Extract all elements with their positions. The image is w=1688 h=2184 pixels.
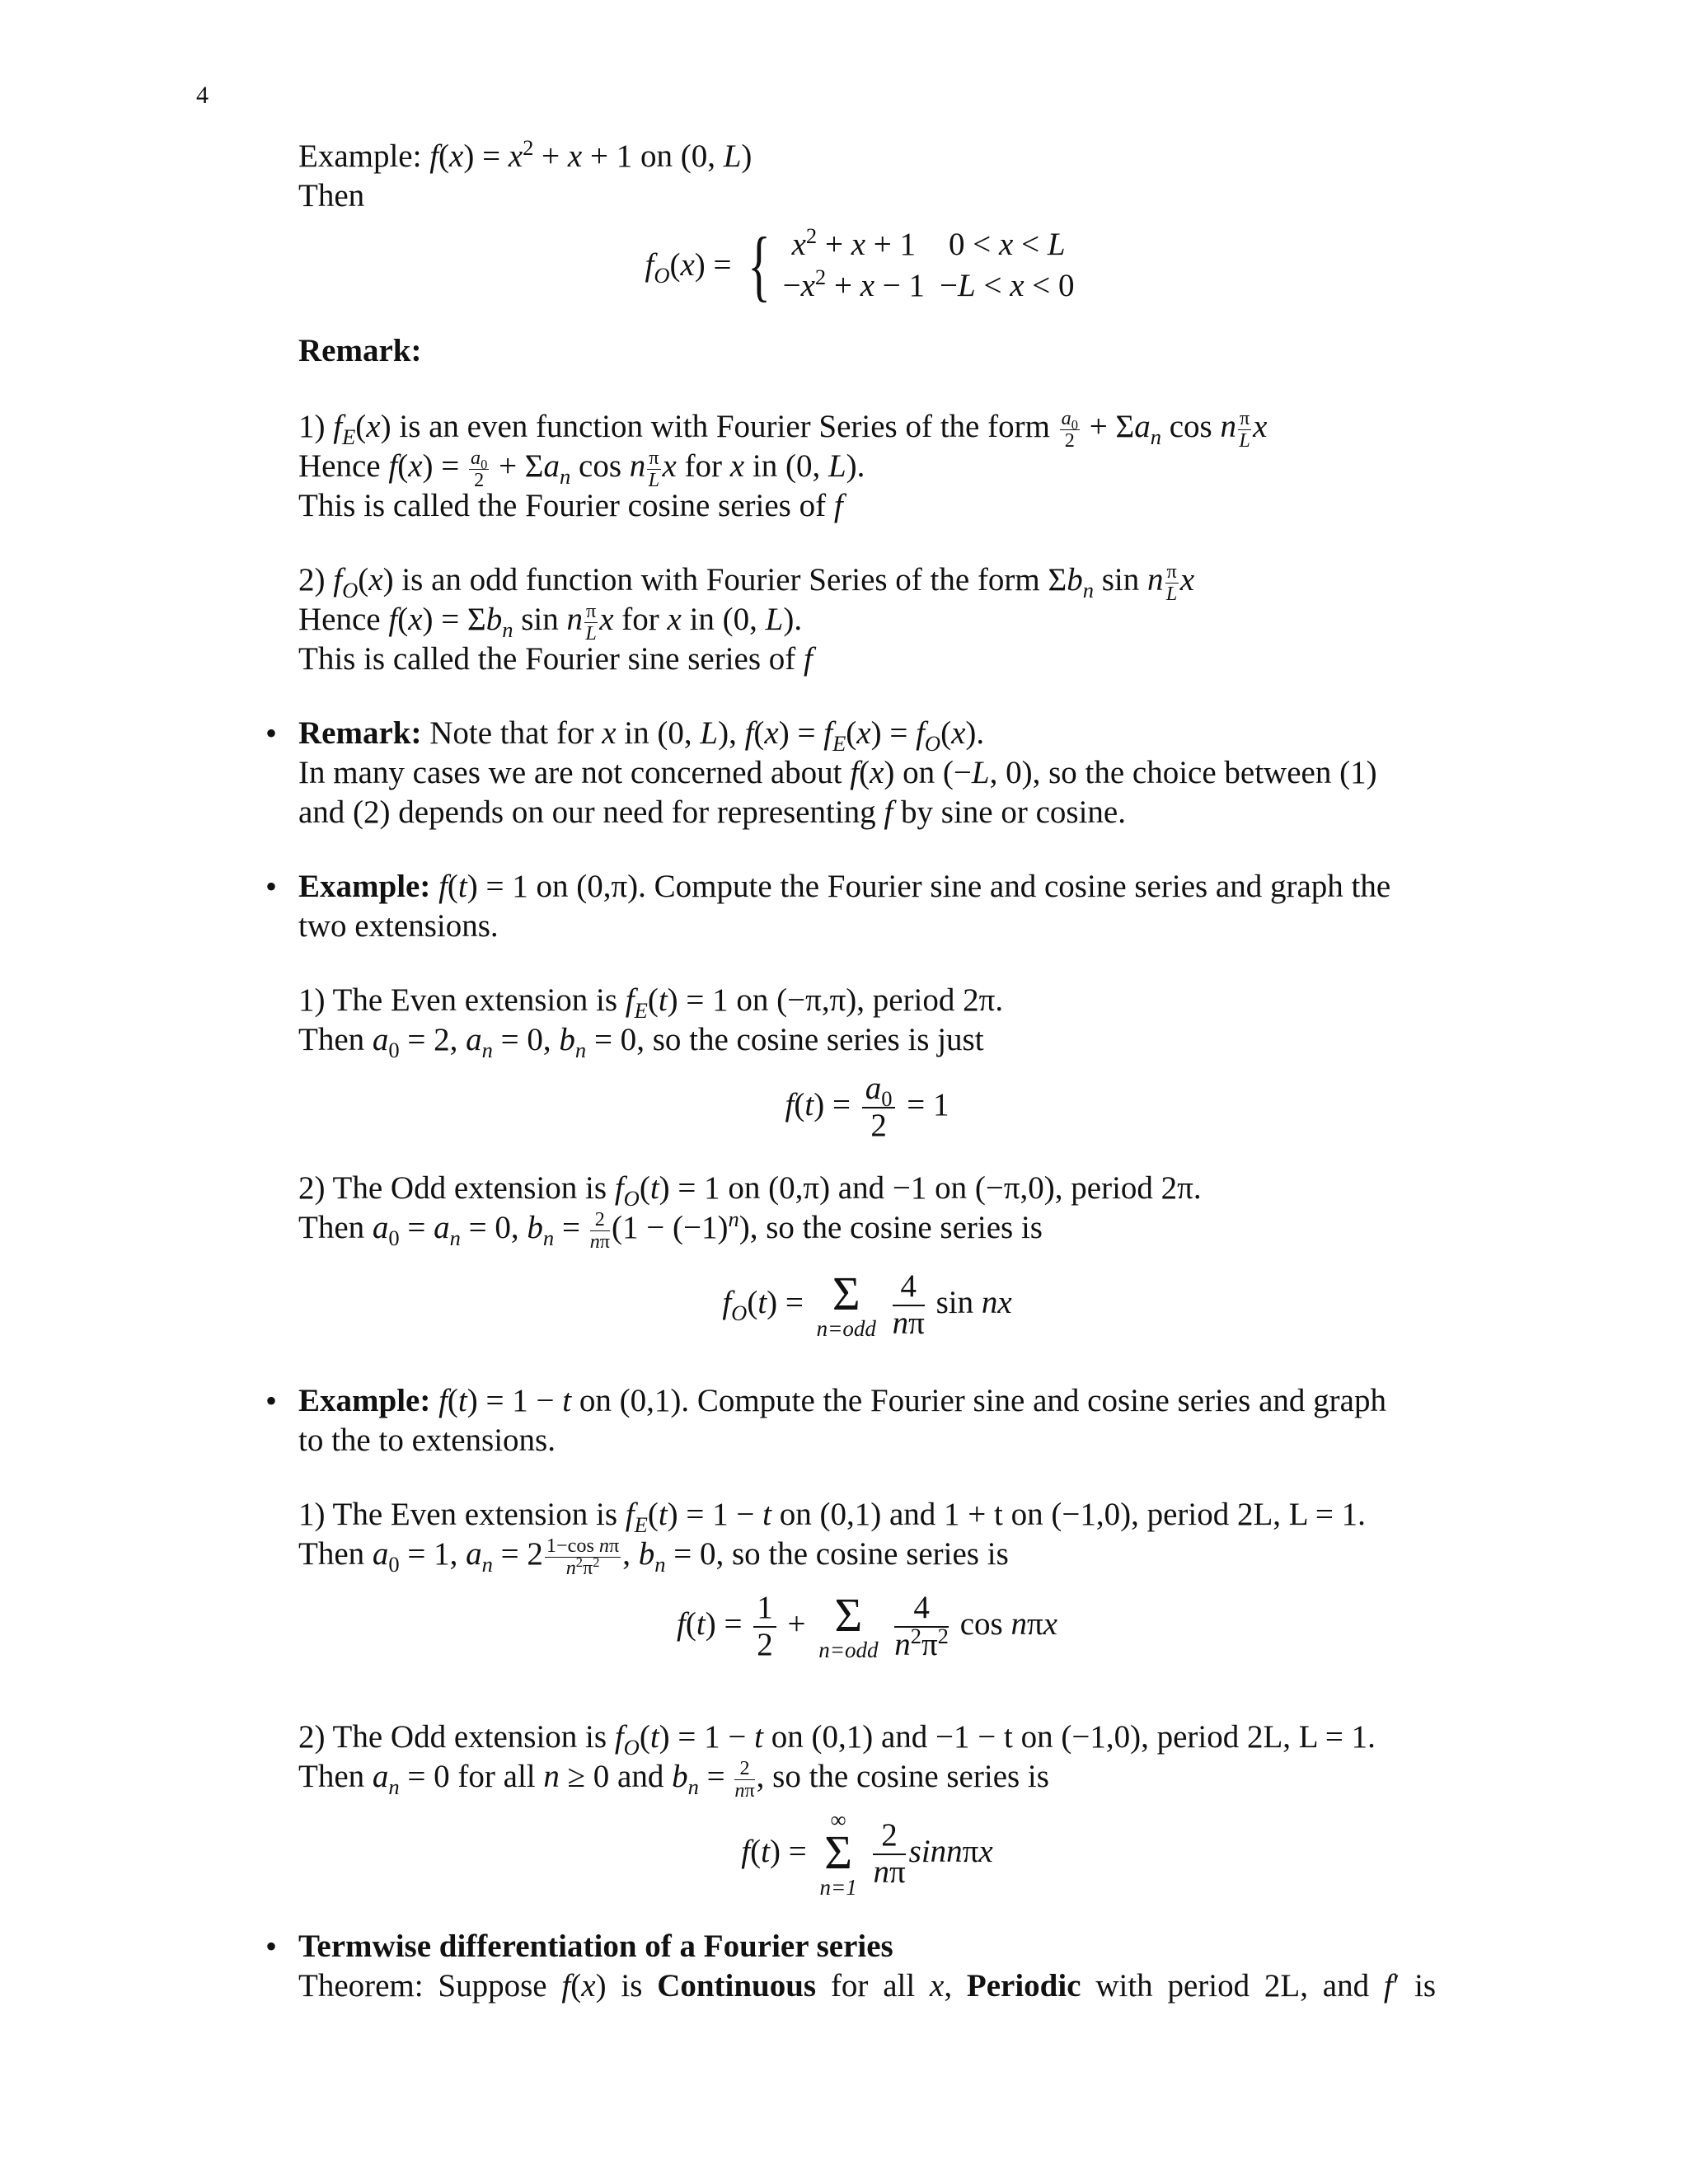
remark-1-line-1: 1) $f_E(x)$ is an even function with Fourier Series of the form $\frac{a_0}{2}$ + $\Sigma a_n$ cos n $\frac{\pi}{L}$ x [298, 407, 1268, 452]
theorem-line: Theorem: Suppose f(x) is Continuous for all x, Periodic with period 2L, and f′ is [298, 1968, 1437, 2004]
example-1-odd-line-2: Then $a_0 = a_n = 0$, $b_n$ = $\frac{2}{n\pi}$ $(1 - (-1)^n)$, so the cosine series is [298, 1207, 1043, 1253]
remark-1-line-3: This is called the Fourier cosine series of f [298, 488, 843, 523]
bullet-1: • [265, 715, 278, 752]
bullet-remark-line-1: Remark: Note that for x in (0, L), $f(x) = f_E(x) = f_O(x)$. [298, 715, 985, 756]
remark-2-line-3: This is called the Fourier sine series of f [298, 641, 813, 677]
odd-extension-definition: $f_O(x)$ = { $x^2 + x + 1$ 0 < x < L $-x^2 + x - 1$ −L < x < 0 [645, 221, 1075, 309]
example-label: Example: [298, 138, 430, 174]
example-2-line-2: to the to extensions. [298, 1422, 556, 1458]
example-1-even-line-2: Then $a_0 = 2$, $a_n = 0$, $b_n = 0$, so the cosine series is just [298, 1022, 984, 1062]
bullet-4: • [265, 1928, 278, 1965]
bullet-3: • [265, 1382, 278, 1419]
example-1-odd-line-1: 2) The Odd extension is $f_O(t) = 1$ on (0,π) and −1 on (−π,0), period 2π. [298, 1170, 1202, 1211]
remark-2-line-2: Hence $f(x) = \Sigma b_n$ sin n $\frac{\pi}{L}$ x for x in (0, L). [298, 600, 803, 644]
example-1-even-line-1: 1) The Even extension is $f_E(t) = 1$ on (−π,π), period 2π. [298, 982, 1004, 1023]
example-1-cosine-series: f(t) = $\frac{a_0}{2}$ = 1 [785, 1071, 950, 1143]
termwise-heading: Termwise differentiation of a Fourier series [298, 1929, 893, 1964]
page-number: 4 [196, 82, 209, 109]
example-1-line-2: two extensions. [298, 908, 499, 944]
remark-1-line-2: Hence f(x) = $\frac{a_0}{2}$ + $\Sigma a_n$ cos n $\frac{\pi}{L}$ x for x in (0, L). [298, 447, 865, 491]
example-2-odd-line-1: 2) The Odd extension is $f_O(t) = 1 - t$ on (0,1) and −1 − t on (−1,0), period 2L, L = 1. [298, 1719, 1376, 1760]
bullet-remark-line-3: and (2) depends on our need for representing f by sine or cosine. [298, 794, 1126, 830]
example-2-odd-line-2: Then $a_n = 0$ for all n ≥ 0 and $b_n$ = $\frac{2}{n\pi}$ , so the cosine series is [298, 1757, 1049, 1802]
example-1-sine-series: $f_O(t)$ = Σ n=odd $\frac{4}{n\pi}$ sin nx [722, 1266, 1012, 1341]
remark-2-line-1: 2) $f_O(x)$ is an odd function with Fourier Series of the form $\Sigma b_n$ sin n $\frac{\pi}{L}$ x [298, 560, 1195, 605]
bullet-2: • [265, 868, 278, 905]
remark-heading: Remark: [298, 333, 422, 368]
example-2-line-1: Example: f(t) = 1 − t on (0,1). Compute the Fourier sine and cosine series and graph [298, 1383, 1386, 1418]
then-line: Then [298, 178, 365, 213]
bullet-remark-line-2: In many cases we are not concerned about f(x) on (−L, 0), so the choice between (1) [298, 755, 1377, 790]
example-2-even-line-1: 1) The Even extension is $f_E(t) = 1 - t$ on (0,1) and 1 + t on (−1,0), period 2L, L = 1. [298, 1497, 1366, 1537]
example-2-cosine-series: f(t) = $\frac{1}{2}$ + Σ n=odd $\frac{4}{n^2\pi^2}$ cos nπx [677, 1587, 1057, 1662]
example-2-sine-series: f(t) = ∞ Σ n=1 $\frac{2}{n\pi}$ sinnπx [741, 1807, 993, 1900]
example-1-line-1: Example: f(t) = 1 on (0,π). Compute the Fourier sine and cosine series and graph the [298, 869, 1391, 904]
example-2-even-line-2: Then $a_0 = 1$, $a_n = 2$ $\frac{\text{1−cos nπ}}{n^2\pi^2}$ , $b_n = 0$, so the cosine series is [298, 1535, 1009, 1579]
example-intro: Example: $f(x) = x^2 + x + 1$ on (0, L) [298, 135, 753, 174]
